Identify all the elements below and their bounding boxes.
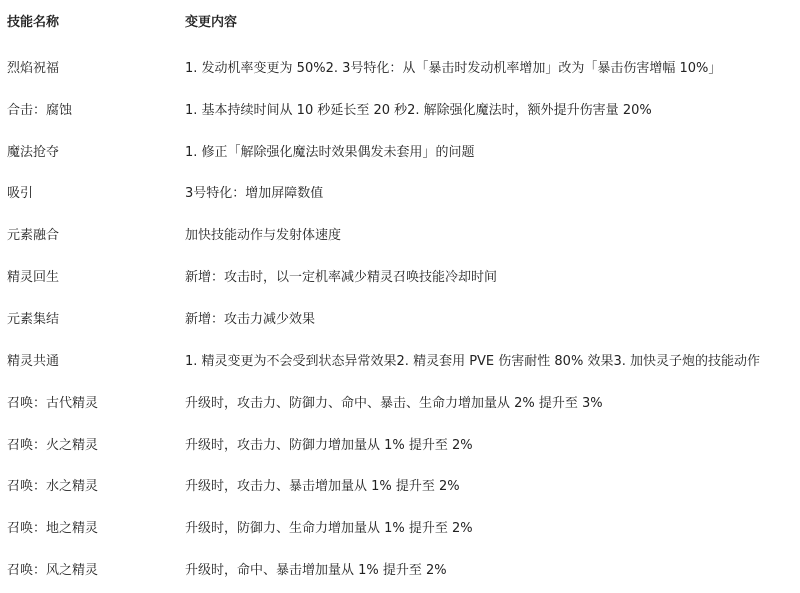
table-row — [0, 469, 800, 499]
table-row — [0, 176, 800, 206]
skill-name: 召唤：风之精灵 — [7, 562, 99, 578]
change-content: 1. 修正「解除强化魔法时效果偶发未套用」的问题 — [185, 144, 475, 160]
table-row — [0, 302, 800, 332]
skill-name: 烈焰祝福 — [7, 60, 60, 76]
skill-name: 召唤：地之精灵 — [7, 520, 99, 536]
table-row — [0, 428, 800, 458]
change-content: 升级时，命中、暴击增加量从 1% 提升至 2% — [185, 562, 447, 578]
change-content: 3号特化：增加屏障数值 — [185, 185, 324, 201]
skill-name: 元素集结 — [7, 311, 60, 327]
header-change-content: 变更内容 — [185, 14, 238, 30]
skill-name: 魔法抢夺 — [7, 144, 60, 160]
change-content: 升级时，攻击力、防御力增加量从 1% 提升至 2% — [185, 437, 473, 453]
change-content: 新增：攻击力减少效果 — [185, 311, 316, 327]
skill-name: 召唤：水之精灵 — [7, 478, 99, 494]
table-row — [0, 218, 800, 248]
table-row — [0, 344, 800, 374]
skill-name: 精灵回生 — [7, 269, 60, 285]
table-row — [0, 135, 800, 165]
table-row — [0, 260, 800, 290]
change-content: 加快技能动作与发射体速度 — [185, 227, 342, 243]
skill-name: 吸引 — [7, 185, 34, 201]
table-header — [0, 5, 800, 35]
skill-name: 召唤：火之精灵 — [7, 437, 99, 453]
skill-name: 精灵共通 — [7, 353, 60, 369]
skill-name: 元素融合 — [7, 227, 60, 243]
change-content: 升级时，攻击力、防御力、命中、暴击、生命力增加量从 2% 提升至 3% — [185, 395, 603, 411]
change-content: 升级时，攻击力、暴击增加量从 1% 提升至 2% — [185, 478, 460, 494]
skill-name: 召唤：古代精灵 — [7, 395, 99, 411]
table-row — [0, 93, 800, 123]
change-content: 新增：攻击时，以一定机率减少精灵召唤技能冷却时间 — [185, 269, 498, 285]
change-content: 1. 精灵变更为不会受到状态异常效果2. 精灵套用 PVE 伤害耐性 80% 效果3. 加快灵子炮的技能动作 — [185, 353, 760, 369]
change-content: 1. 基本持续时间从 10 秒延长至 20 秒2. 解除强化魔法时，额外提升伤害量 20% — [185, 102, 652, 118]
table-row — [0, 553, 800, 583]
change-content: 升级时，防御力、生命力增加量从 1% 提升至 2% — [185, 520, 473, 536]
table-row — [0, 386, 800, 416]
skill-name: 合击：腐蚀 — [7, 102, 73, 118]
change-content: 1. 发动机率变更为 50%2. 3号特化：从「暴击时发动机率增加」改为「暴击伤害增幅 10%」 — [185, 60, 722, 76]
table-row — [0, 511, 800, 541]
table-row — [0, 51, 800, 81]
header-skill-name: 技能名称 — [7, 14, 60, 30]
